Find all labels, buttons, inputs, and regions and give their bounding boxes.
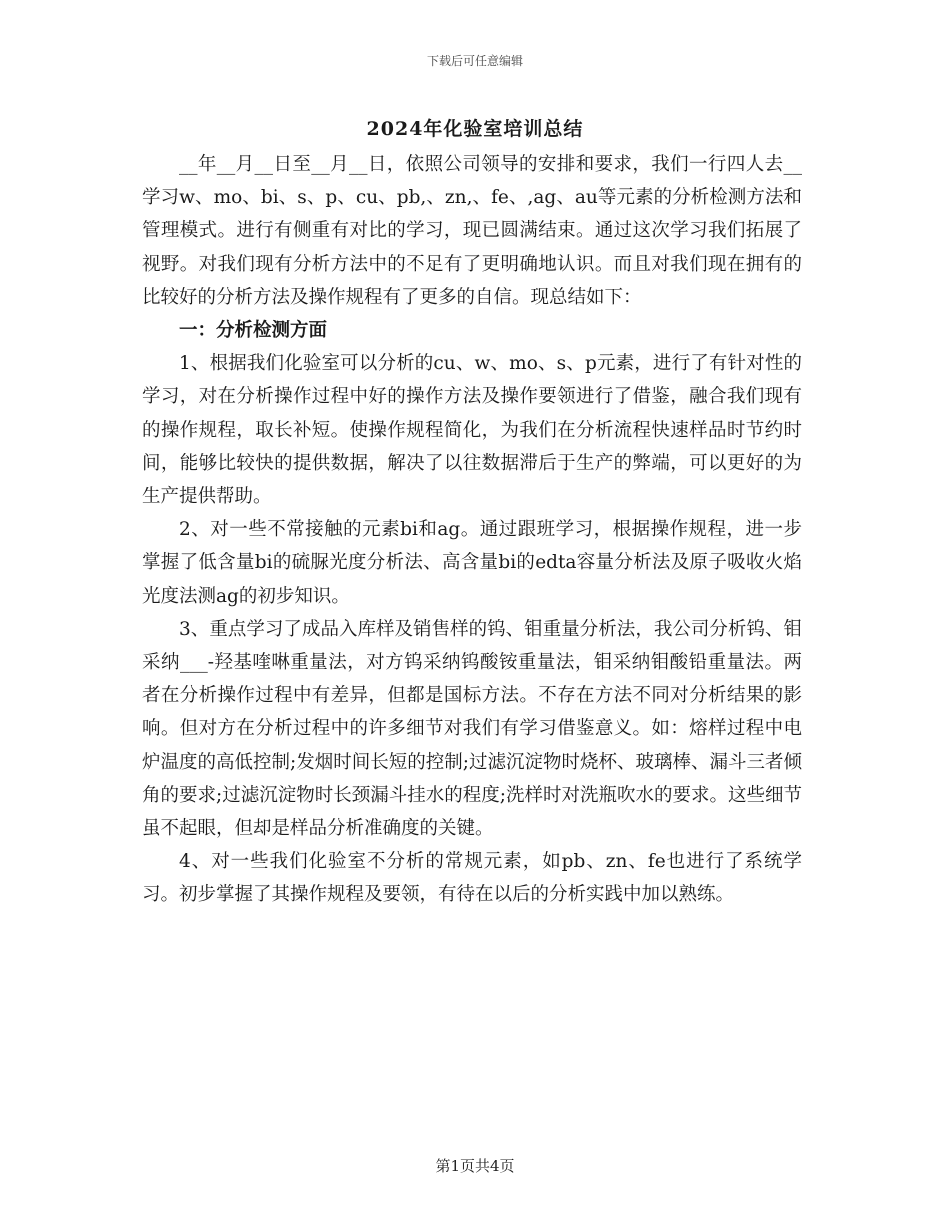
- paragraph-item-4: 4、对一些我们化验室不分析的常规元素，如pb、zn、fe也进行了系统学习。初步掌握了其操作规程及要领，有待在以后的分析实践中加以熟练。: [142, 851, 802, 906]
- paragraph-item-3: 3、重点学习了成品入库样及销售样的钨、钼重量分析法，我公司分析钨、钼采纳___-羟基喹啉重量法，对方钨采纳钨酸铵重量法，钼采纳钼酸铅重量法。两者在分析操作过程中有差异，但都是国标方法。不存在方法不同对分析结果的影响。但对方在分析过程中的许多细节对我们有学习借鉴意义。如：熔样过程中电炉温度的高低控制;发烟时间长短的控制;过滤沉淀物时烧杯、玻璃棒、漏斗三者倾角的要求;过滤沉淀物时长颈漏斗挂水的程度;洗样时对洗瓶吹水的要求。这些细节虽不起眼，但却是样品分析准确度的关键。: [142, 618, 802, 840]
- paragraph-item-1: 1、根据我们化验室可以分析的cu、w、mo、s、p元素，进行了有针对性的学习，对在分析操作过程中好的操作方法及操作要领进行了借鉴，融合我们现有的操作规程，取长补短。使操作规程简化，为我们在分析流程快速样品时节约时间，能够比较快的提供数据，解决了以往数据滞后于生产的弊端，可以更好的为生产提供帮助。: [142, 353, 802, 508]
- intro-paragraph: __年__月__日至__月__日，依照公司领导的安排和要求，我们一行四人去__学习w、mo、bi、s、p、cu、pb,、zn,、fe、,ag、au等元素的分析检测方法和管理模式。进行有侧重有对比的学习，现已圆满结束。通过这次学习我们拓展了视野。对我们现有分析方法中的不足有了更明确地认识。而且对我们现在拥有的比较好的分析方法及操作规程有了更多的自信。现总结如下：: [142, 154, 802, 308]
- header-note: 下载后可任意编辑: [426, 54, 523, 68]
- document-title: 2024年化验室培训总结: [366, 118, 584, 140]
- document-body: [142, 148, 802, 912]
- page-number: 第1页共4页: [435, 1157, 515, 1175]
- section-heading: 一：分析检测方面: [179, 320, 328, 342]
- paragraph-item-2: 2、对一些不常接触的元素bi和ag。通过跟班学习，根据操作规程，进一步掌握了低含量bi的硫脲光度分析法、高含量bi的edta容量分析法及原子吸收火焰光度法测ag的初步知识。: [142, 519, 802, 607]
